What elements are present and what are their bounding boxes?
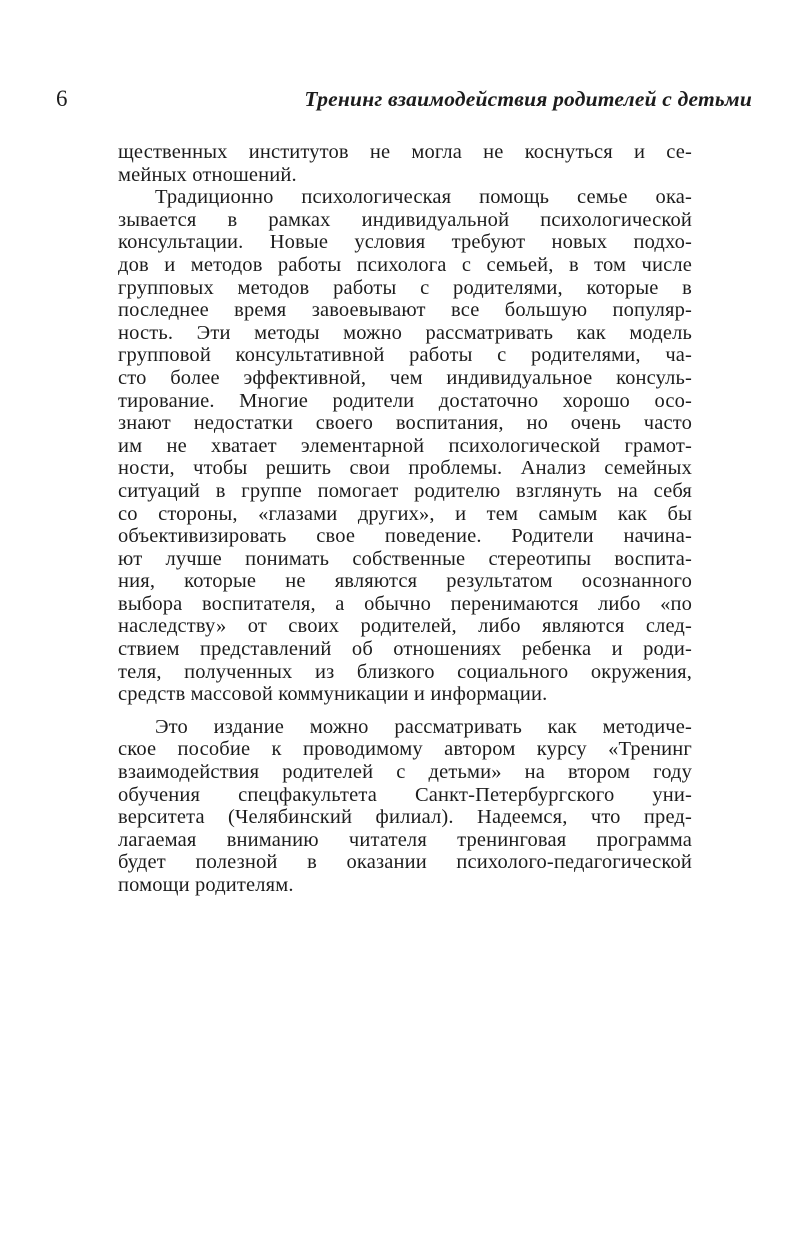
text-line: ности, чтобы решить свои проблемы. Анализ семейных (118, 457, 692, 480)
text-line: дов и методов работы психолога с семьей, в том числе (118, 253, 692, 276)
text-line: верситета (Челябинский филиал). Надеемся, что пред- (118, 806, 692, 829)
page-number: 6 (56, 86, 68, 111)
text-line: будет полезной в оказании психолого-педагогической (118, 851, 692, 874)
text-line: обучения спецфакультета Санкт-Петербургского уни- (118, 783, 692, 806)
text-line: со стороны, «глазами других», и тем самым как бы (118, 502, 692, 525)
text-line: ют лучше понимать собственные стереотипы воспита- (118, 547, 692, 570)
text-line: ния, которые не являются результатом осознанного (118, 570, 692, 593)
text-line: им не хватает элементарной психологической грамот- (118, 434, 692, 457)
text-line: консультации. Новые условия требуют новых подхо- (118, 231, 692, 254)
text-line: групповой консультативной работы с родителями, ча- (118, 344, 692, 367)
text-line: сто более эффективной, чем индивидуальное консуль- (118, 366, 692, 389)
text-line: ность. Эти методы можно рассматривать как модель (118, 321, 692, 344)
paragraph (118, 186, 692, 706)
text-line: Традиционно психологическая помощь семье ока- (155, 186, 692, 209)
text-line: мейных отношений. (118, 163, 297, 186)
text-line: помощи родителям. (118, 874, 294, 896)
text-line: тирование. Многие родители достаточно хорошо осо- (118, 389, 692, 412)
text-line: взаимодействия родителей с детьми» на втором году (118, 761, 692, 784)
text-line: наследству» от своих родителей, либо являются след- (118, 615, 692, 638)
text-line: зывается в рамках индивидуальной психологической (118, 208, 692, 231)
running-head (56, 86, 752, 112)
paragraph (118, 141, 692, 186)
text-line: ское пособие к проводимому автором курсу «Тренинг (118, 738, 692, 761)
text-line: объективизировать свое поведение. Родители начина- (118, 525, 692, 548)
running-title: Тренинг взаимодействия родителей с детьми (304, 87, 752, 111)
paragraph (118, 716, 692, 897)
body-text-block (118, 141, 692, 897)
text-line: Это издание можно рассматривать как методиче- (155, 715, 692, 738)
text-line: щественных институтов не могла не коснуться и се- (118, 141, 692, 163)
text-line: выбора воспитателя, а обычно перенимаются либо «по (118, 592, 692, 615)
text-line: ствием представлений об отношениях ребенка и роди- (118, 638, 692, 661)
text-line: знают недостатки своего воспитания, но очень часто (118, 412, 692, 435)
text-line: теля, полученных из близкого социального окружения, (118, 660, 692, 683)
text-line: групповых методов работы с родителями, которые в (118, 276, 692, 299)
text-line: средств массовой коммуникации и информации. (118, 683, 548, 706)
text-line: последнее время завоевывают все большую популяр- (118, 299, 692, 322)
text-line: лагаемая вниманию читателя тренинговая программа (118, 828, 692, 851)
text-line: ситуаций в группе помогает родителю взглянуть на себя (118, 479, 692, 502)
